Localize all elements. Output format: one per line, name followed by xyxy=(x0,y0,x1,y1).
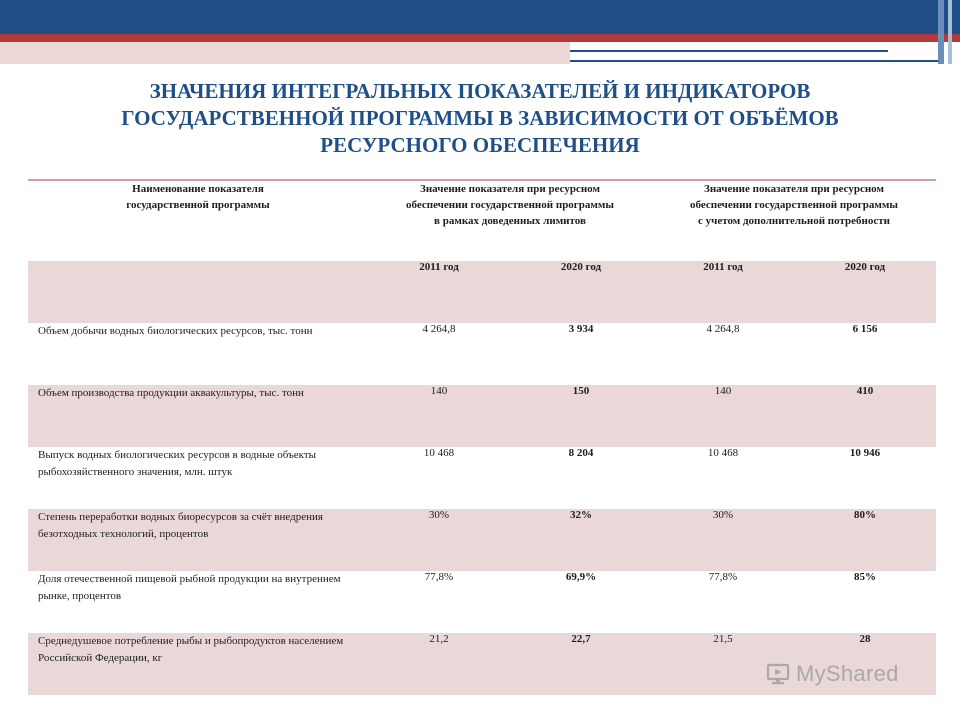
title-line-3: РЕСУРСНОГО ОБЕСПЕЧЕНИЯ xyxy=(320,133,640,157)
header-group-additional: Значение показателя при ресурсном обеспечении государственной программы с учетом дополнительной потребности xyxy=(652,180,936,261)
indicator-name: Среднедушевое потребление рыбы и рыбопродуктов населением Российской Федерации, кг xyxy=(28,633,368,695)
title-line-1: ЗНАЧЕНИЯ ИНТЕГРАЛЬНЫХ ПОКАЗАТЕЛЕЙ И ИНДИКАТОРОВ xyxy=(149,79,811,103)
value-cell: 140 xyxy=(368,385,510,447)
value-cell: 6 156 xyxy=(794,323,936,385)
value-cell: 150 xyxy=(510,385,652,447)
header-name-col: Наименование показателя государственной программы xyxy=(28,180,368,261)
header-band-red xyxy=(0,34,960,42)
value-cell: 30% xyxy=(652,509,794,571)
table-row xyxy=(28,509,936,571)
table-row xyxy=(28,385,936,447)
value-cell: 10 468 xyxy=(652,447,794,509)
value-cell: 85% xyxy=(794,571,936,633)
header-group-limits: Значение показателя при ресурсном обеспечении государственной программы в рамках доведенных лимитов xyxy=(368,180,652,261)
header-band-blue xyxy=(0,0,960,34)
title-line-2: ГОСУДАРСТВЕННОЙ ПРОГРАММЫ В ЗАВИСИМОСТИ ОТ ОБЪЁМОВ xyxy=(121,106,839,130)
watermark-text: MyShared xyxy=(796,661,899,686)
value-cell: 77,8% xyxy=(652,571,794,633)
value-cell: 69,9% xyxy=(510,571,652,633)
indicator-name: Доля отечественной пищевой рыбной продукции на внутреннем рынке, процентов xyxy=(28,571,368,633)
corner-bar-2 xyxy=(948,0,952,64)
corner-bar-1 xyxy=(938,0,944,64)
slide-title xyxy=(60,78,900,159)
indicators-table xyxy=(28,179,936,695)
value-cell: 80% xyxy=(794,509,936,571)
value-cell: 8 204 xyxy=(510,447,652,509)
value-cell: 140 xyxy=(652,385,794,447)
value-cell: 28 xyxy=(794,633,936,695)
value-cell: 4 264,8 xyxy=(368,323,510,385)
table-years-row xyxy=(28,261,936,323)
year-cell: 2020 год xyxy=(794,261,936,323)
value-cell: 410 xyxy=(794,385,936,447)
years-empty-cell xyxy=(28,261,368,323)
decor-line-2 xyxy=(570,60,944,62)
year-cell: 2020 год xyxy=(510,261,652,323)
decor-line-1 xyxy=(570,50,888,52)
value-cell: 22,7 xyxy=(510,633,652,695)
header-band-pink xyxy=(0,42,570,64)
myshared-logo-icon xyxy=(766,662,790,686)
value-cell: 3 934 xyxy=(510,323,652,385)
value-cell: 21,5 xyxy=(652,633,794,695)
year-cell: 2011 год xyxy=(368,261,510,323)
value-cell: 32% xyxy=(510,509,652,571)
indicator-name: Объем добычи водных биологических ресурсов, тыс. тонн xyxy=(28,323,368,385)
table-row xyxy=(28,571,936,633)
table-header-row xyxy=(28,180,936,261)
value-cell: 10 468 xyxy=(368,447,510,509)
table-row xyxy=(28,447,936,509)
value-cell: 21,2 xyxy=(368,633,510,695)
watermark xyxy=(766,658,926,690)
indicator-name: Выпуск водных биологических ресурсов в водные объекты рыбохозяйственного значения, млн. штук xyxy=(28,447,368,509)
value-cell: 77,8% xyxy=(368,571,510,633)
value-cell: 30% xyxy=(368,509,510,571)
value-cell: 4 264,8 xyxy=(652,323,794,385)
value-cell: 10 946 xyxy=(794,447,936,509)
indicator-name: Объем производства продукции аквакультуры, тыс. тонн xyxy=(28,385,368,447)
indicator-name: Степень переработки водных биоресурсов за счёт внедрения безотходных технологий, процентов xyxy=(28,509,368,571)
table-row xyxy=(28,323,936,385)
year-cell: 2011 год xyxy=(652,261,794,323)
